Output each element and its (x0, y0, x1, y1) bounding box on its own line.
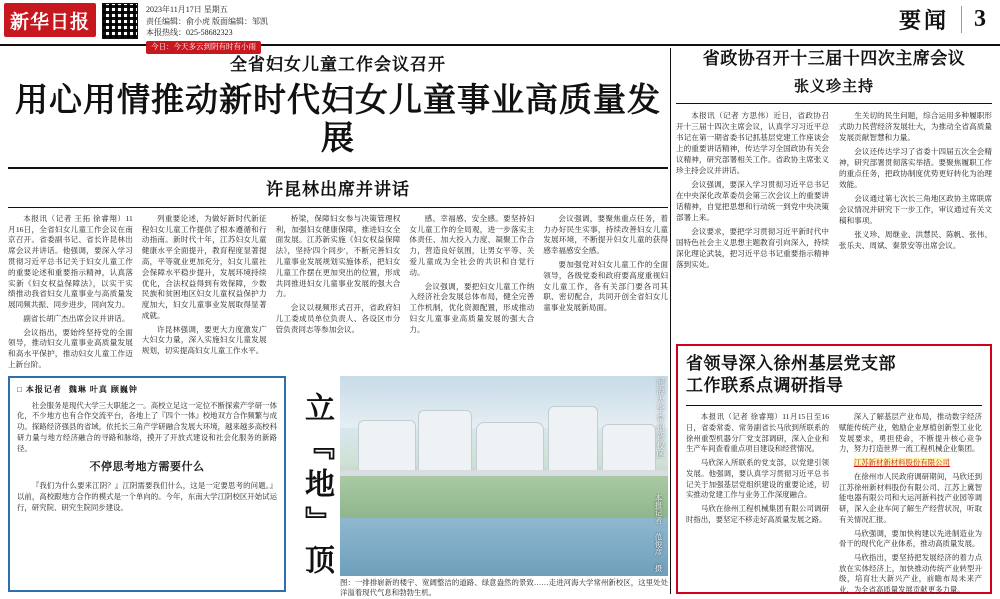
byline-marker: □ 本报记者 (17, 385, 62, 394)
date-line: 2023年11月17日 星期五 (146, 5, 228, 14)
lead-paragraph: 会议以视频形式召开，省政府妇儿工委成员单位负责人、各设区市分管负责同志等参加会议。 (275, 303, 401, 334)
redbox-columns (686, 412, 982, 599)
lead-paragraph: 会议强调，要聚焦重点任务，着力办好民生实事，持续改善妇女儿童发展环境，不断提升妇女儿童的获得感幸福感安全感。 (543, 213, 668, 256)
redbox-paragraph: 在徐州市人民政府调研期间，马欣还到江苏徐州新材料股份有限公司、江苏上冀智能电器有限公司和大运河新科技产业园等调研，深入企业车间了解生产经营状况，听取有关情况汇报。 (839, 471, 982, 524)
lead-col-2 (142, 214, 267, 374)
lead-paragraph: 感、幸福感、安全感。要坚持妇女儿童工作的全局观，进一步落实主体责任、加大投入力度、凝聚工作合力，营造良好氛围，让男女平等、关爱儿童成为全社会的共识和自觉行动。 (409, 213, 535, 277)
lead-paragraph: 副省长胡广杰出席会议并讲话。 (23, 313, 130, 323)
feature-byline (17, 384, 277, 396)
lead-paragraph: 会议强调，要把妇女儿童工作纳入经济社会发展总体布局，健全完善工作机制，优化资源配置，形成推动妇女儿童事业高质量发展的强大合力。 (409, 281, 535, 334)
lead-paragraph: 会议指出，要始终坚持党的全面领导，推动妇女儿童事业高质量发展和高水平保护，推动妇女儿童工作迈上新台阶。 (8, 327, 133, 370)
highlighted-company-link[interactable]: 江苏新材新材料股份有限公司 (853, 458, 950, 468)
feature-block (8, 376, 668, 598)
highlighted-article-box (676, 344, 992, 594)
paper-logo: 新华日报 (4, 3, 96, 37)
section-title: 要闻 (898, 8, 949, 33)
feature-paragraph: 社会服务是现代大学三大职能之一。高校立足这一定位不断探索产学研一体化，不少地方也有合作交流平台，各地上了『四个一体』校地双方合作频繁与成功。探路经济强县的省域，依托长三角产学研融合发展大环境，越来越多高校科研力量与地方经济融合的寻路和脉络，摸开了开放式建设和社会化服务的新路径。 (17, 400, 277, 453)
qr-code-icon[interactable] (102, 3, 138, 39)
column-divider (670, 48, 671, 594)
right-paragraph: 会议还传达学习了省委十四届五次全会精神，研究部署贯彻落实举措。要聚焦履职工作的重点任务，把政协制度优势更好转化为治理效能。 (839, 147, 992, 190)
left-column (8, 46, 668, 598)
right-paragraph: 生关切的民生问题，综合运用多种履职形式助力民营经济发展壮大，为推动全省高质量发展贡献智慧和力量。 (839, 111, 992, 143)
lead-col-1 (8, 214, 133, 374)
redbox-headline-line2: 工作联系点调研指导 (686, 376, 844, 396)
subhead-rule (8, 207, 668, 208)
feature-paragraph: 『我们为什么要来江阴？』江阴需要我们什么，这是一定要思考的问题。』以前，高校跟地方合作的模式是一个单向的。今年，东南大学江阴校区开始试运行，研究院、研究生院同步建设。 (17, 481, 277, 512)
redbox-paragraph: 深入了解基层产业布局，推动数字经济赋能传统产业，勉励企业厚植创新型工业化发展要求，勇担使命，不断提升核心竞争力，努力打造世界一流工程机械企业集团。 (839, 412, 982, 454)
lead-col-3 (276, 214, 401, 374)
photo-caption: 河海大学常州新校区 (656, 378, 665, 459)
headline-rule (8, 167, 668, 169)
lead-paragraph: 要加强党对妇女儿童工作的全面领导，各级党委和政府要高度重视妇女儿童工作，各有关部门要各司其职、密切配合，共同开创全省妇女儿童事业发展新局面。 (543, 260, 668, 313)
right-col-2 (839, 110, 992, 273)
photo-below-note: 图：一排排崭新的楼宇、宽阔整洁的道路、绿意盎然的景致……走进河海大学常州新校区，这里处处洋溢着现代气息和勃勃生机。 (340, 578, 668, 598)
right-paragraph: 会议要求，要把学习贯彻习近平新时代中国特色社会主义思想主题教育引向深入，持续深化理论武装，把习近平总书记重要指示精神落到实处。 (676, 227, 829, 270)
photo-lawn (340, 476, 668, 522)
masthead (0, 0, 1000, 51)
redbox-paragraph (839, 458, 982, 469)
lead-paragraph: 桥梁，保障妇女参与决策管理权利，加强妇女健康保障，推进妇女全面发展。江苏新实施《妇女权益保障法》，坚持'四个同步'，不断完善妇女儿童事业发展规划实施体系，把妇女儿童工作摆在更加突出的位置，形成共同推进妇女儿童事业发展的强大合力。 (275, 213, 401, 299)
feature-subheading: 不停思考地方需要什么 (89, 461, 205, 474)
weather-badge: 今日：今天多云到阴有时有小雨 (146, 41, 261, 54)
redbox-paragraph: 马欣强调，要加快构建以先进制造业为骨干的现代化产业体系，推动高质量发展。 (839, 528, 982, 549)
redbox-paragraph: 马欣在徐州工程机械集团有限公司调研时指出，要坚定不移走好高质量发展之路。 (686, 504, 829, 524)
right-subhead: 张义珍主持 (793, 79, 874, 96)
feature-vertical-title: 立『地』顶 (300, 392, 333, 582)
campus-photo (340, 376, 668, 576)
right-paragraph: 张义珍、周继业、洪慧民、陈帆、张伟、张乐夫、周斌、秦景安等出席会议。 (839, 230, 992, 251)
right-column (676, 46, 992, 594)
byline-names: 魏琳 叶真 顾巍钟 (68, 385, 138, 394)
right-headline: 省政协召开十三届十四次主席会议 (702, 49, 966, 68)
page-content (0, 46, 1000, 596)
lead-paragraph: 本报讯（记者 王拓 徐睿翔）11月16日，全省妇女儿童工作会议在南京召开。省委副书记、省长许昆林出席会议并讲话。他强调，要深入学习贯彻习近平总书记关于妇女儿童工作的重要论述和重要指示精神，认真落实新《妇女权益保障法》，以实干实绩推动我省妇女儿童事业与高质量发展同频共振、同步进步，同向发力。 (8, 213, 133, 310)
redbox-col-1 (686, 412, 829, 599)
right-body-columns (676, 110, 992, 273)
feature-text-box (8, 376, 286, 592)
lead-subhead: 许昆林出席并讲话 (266, 179, 410, 199)
right-col-1 (676, 110, 829, 273)
lead-paragraph: 许昆林强调，要更大力度激发广大妇女力量，深入实施妇女儿童发展规划，切实提高妇女儿童工作水平。 (141, 324, 267, 356)
editor-line: 责任编辑：俞小虎 版面编辑：邹凯 (146, 16, 268, 26)
photo-credit: 本报记者 范俊彦 摄 (654, 494, 663, 572)
redbox-paragraph: 马欣深入所联系的党支部，以党建引领发展。他强调，要认真学习贯彻习近平总书记关于加强基层党组织建设的重要论述，切实推动党建工作与业务工作深度融合。 (686, 458, 829, 500)
redbox-paragraph: 马欣指出，要坚持把发展经济的着力点放在实体经济上，加快推动传统产业转型升级，培育壮大新兴产业，前瞻布局未来产业，为全省高质量发展贡献更多力量。 (839, 553, 982, 595)
lead-body-columns (8, 214, 668, 374)
redbox-col-2 (839, 412, 982, 599)
page-number: 3 (961, 6, 986, 33)
lead-col-4 (409, 214, 534, 374)
right-headline-rule (676, 103, 992, 104)
lead-col-5 (543, 214, 668, 374)
right-paragraph: 本报讯（记者 方思伟）近日，省政协召开十三届十四次主席会议，认真学习习近平总书记在第一期省委书记抓基层党建工作座谈会上的重要讲话精神，传达学习全国政协有关会议精神，研究部署相关工作。省政协主席张义珍主持会议并讲话。 (676, 111, 829, 176)
contact-line: 本报热线：025-58682323 (146, 28, 233, 38)
redbox-rule (686, 405, 982, 406)
photo-water (340, 518, 668, 576)
right-paragraph: 会议通过第七次长三角地区政协主席联席会议情况并研究下一步工作，审议通过有关文稿和事项。 (839, 194, 992, 226)
masthead-right (899, 4, 986, 35)
right-paragraph: 会议强调，要深入学习贯彻习近平总书记在中央深化改革委员会第三次会议上的重要讲话精神，自觉把思想和行动统一到党中央决策部署上来。 (676, 180, 829, 223)
redbox-paragraph: 本报讯（记者 徐睿翔）11月15日至16日，省委常委、常务副省长马欣到所联系的徐州重型机器分厂党支部调研，深入企业和生产车间查看重点项目建设和经营情况。 (686, 412, 829, 454)
redbox-headline-line1: 省领导深入徐州基层党支部 (686, 354, 896, 373)
lead-headline: 用心用情推动新时代妇女儿童事业高质量发展 (15, 83, 661, 157)
lead-shoulder-headline: 全省妇女儿童工作会议召开 (230, 55, 446, 74)
lead-paragraph: 列重要论述，为做好新时代新征程妇女儿童工作提供了根本遵循和行动指南。新时代十年，江苏妇女儿童健康水平全面提升，教育程度显著提高，平等就业更加充分，妇女儿童社会保障水平稳步提升，发展环境持续优化，合法权益得到有效保障，少数民族和贫困地区妇女儿童权益保护力度加大，妇女儿童事业发展取得显著成就。 (141, 213, 267, 320)
